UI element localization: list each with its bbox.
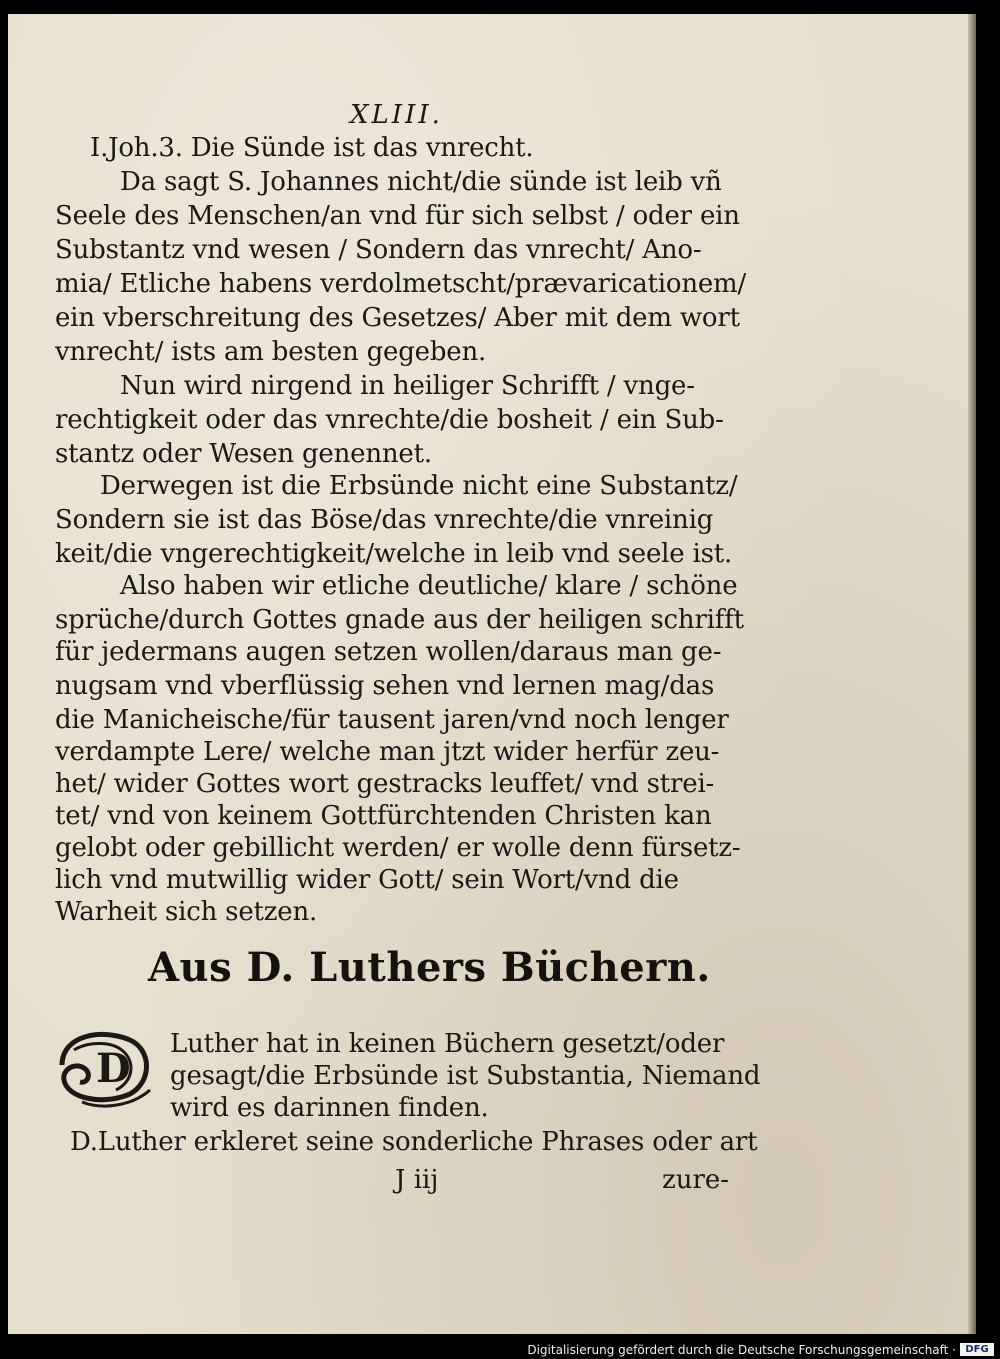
text-line: Sondern sie ist das Böse/das vnrechte/die vnreinig bbox=[55, 505, 714, 535]
text-line: sprüche/durch Gottes gnade aus der heiligen schrifft bbox=[55, 605, 744, 635]
text-line: Derwegen ist die Erbsünde nicht eine Substantz/ bbox=[100, 471, 738, 501]
text-line: Nun wird nirgend in heiliger Schrifft / vnge- bbox=[120, 371, 695, 401]
text-line: nugsam vnd vberflüssig sehen vnd lernen mag/das bbox=[55, 671, 715, 701]
text-line: für jedermans augen setzen wollen/daraus man ge- bbox=[55, 637, 722, 667]
text-line: vnrecht/ ists am besten gegeben. bbox=[55, 337, 487, 367]
page-edge bbox=[968, 14, 976, 1334]
text-line: rechtigkeit oder das vnrechte/die bosheit / ein Sub- bbox=[55, 405, 724, 435]
text-line: verdampte Lere/ welche man jtzt wider herfür zeu- bbox=[55, 737, 720, 767]
section-heading: Aus D. Luthers Büchern. bbox=[148, 944, 711, 991]
text-line: wird es darinnen finden. bbox=[170, 1093, 489, 1123]
text-line: keit/die vngerechtigkeit/welche in leib vnd seele ist. bbox=[55, 539, 733, 569]
text-line: gelobt oder gebillicht werden/ er wolle denn fürsetz- bbox=[55, 833, 741, 863]
footer-credit: Digitalisierung gefördert durch die Deutsche Forschungsgemeinschaft · bbox=[527, 1343, 956, 1357]
initial-letter: D bbox=[96, 1045, 131, 1092]
text-line: Also haben wir etliche deutliche/ klare / schöne bbox=[120, 571, 738, 601]
text-line: I.Joh.3. Die Sünde ist das vnrecht. bbox=[90, 133, 534, 163]
text-line: stantz oder Wesen genennet. bbox=[55, 439, 432, 469]
text-line: lich vnd mutwillig wider Gott/ sein Wort/vnd die bbox=[55, 865, 679, 895]
text-line: ein vberschreitung des Gesetzes/ Aber mit dem wort bbox=[55, 303, 740, 333]
text-line: Warheit sich setzen. bbox=[55, 897, 318, 927]
catchword: zure- bbox=[662, 1165, 730, 1195]
text-line: Substantz vnd wesen / Sondern das vnrecht/ Ano- bbox=[55, 235, 702, 265]
decorated-initial bbox=[52, 1020, 162, 1110]
signature-mark: J iij bbox=[395, 1165, 439, 1195]
text-line: die Manicheische/für tausent jaren/vnd noch lenger bbox=[55, 705, 729, 735]
text-line: D.Luther erkleret seine sonderliche Phrases oder art bbox=[70, 1127, 758, 1157]
dfg-logo: DFG bbox=[960, 1343, 994, 1356]
text-line: tet/ vnd von keinem Gottfürchtenden Christen kan bbox=[55, 801, 712, 831]
text-line: Seele des Menschen/an vnd für sich selbst / oder ein bbox=[55, 201, 740, 231]
text-line: gesagt/die Erbsünde ist Substantia, Niemand bbox=[170, 1061, 761, 1091]
text-line: het/ wider Gottes wort gestracks leuffet/ vnd strei- bbox=[55, 769, 715, 799]
text-line: Da sagt S. Johannes nicht/die sünde ist leib vñ bbox=[120, 167, 722, 197]
text-line: mia/ Etliche habens verdolmetscht/prævaricationem/ bbox=[55, 269, 747, 299]
folio-number: XLIII. bbox=[350, 100, 443, 130]
text-line: Luther hat in keinen Büchern gesetzt/oder bbox=[170, 1029, 725, 1059]
